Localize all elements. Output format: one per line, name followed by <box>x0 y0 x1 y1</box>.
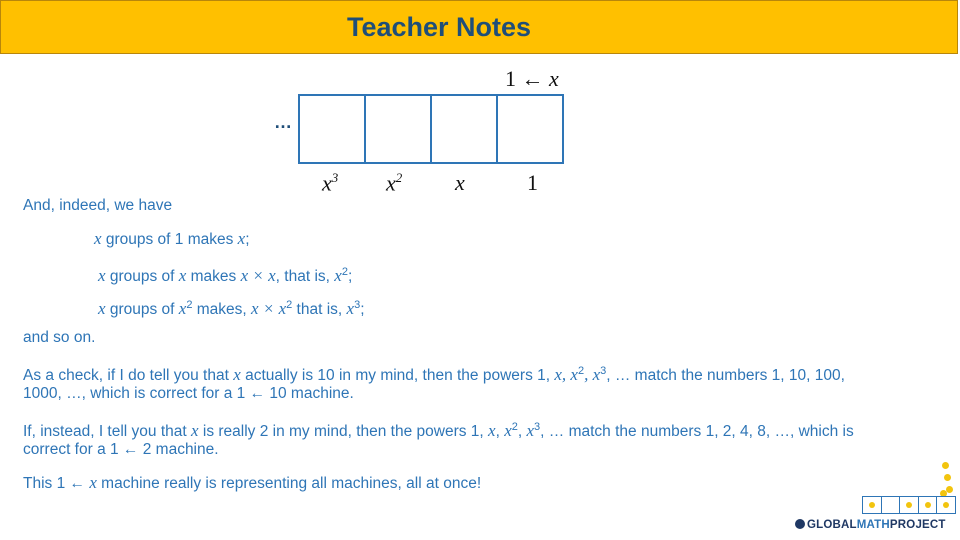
logo-dot <box>944 474 951 481</box>
note-line-3: x groups of $x^2$ makes, $x \times x^2$ that is, $x^3$; <box>98 299 365 319</box>
machine-box-x3 <box>298 94 366 164</box>
note-line-1: x groups of 1 makes x; <box>94 229 250 248</box>
page-title: Teacher Notes <box>347 12 532 42</box>
logo-dot <box>946 486 953 493</box>
note-line-2: x groups of x makes x × x, that is, $x^2$; <box>98 266 353 286</box>
place-value-x3: $x^3$ <box>322 170 339 196</box>
logo-dot <box>942 462 949 469</box>
machine-label <box>505 66 559 92</box>
globe-icon <box>795 519 805 529</box>
place-value-x2: $x^2$ <box>386 170 403 196</box>
global-math-project-logo: GLOBALMATHPROJECT <box>795 519 946 531</box>
header-bar <box>0 0 958 54</box>
instead-paragraph-line-1: If, instead, I tell you that x is really 2 in my mind, then the powers 1, x, $x^2$, $x^3$, … match the numbers 1, 2, 4, 8, …, which is <box>23 421 854 441</box>
final-text: This 1 ← x machine really is representing all machines, all at once! <box>23 473 482 492</box>
machine-label-left: 1 <box>505 66 516 91</box>
logo-machine-icon <box>862 496 956 514</box>
machine-box-x <box>430 94 498 164</box>
machine-arrow: ← <box>521 66 544 91</box>
machine-label-right: x <box>549 66 559 91</box>
check-paragraph-line-2: 1000, …, which is correct for a 1 ← 10 machine. <box>23 385 354 402</box>
instead-paragraph-line-2: correct for a 1 ← 2 machine. <box>23 441 219 458</box>
intro-text: And, indeed, we have <box>23 197 173 214</box>
place-value-1: 1 <box>527 170 538 195</box>
machine-ellipsis: … <box>274 112 292 132</box>
place-value-x: x <box>455 170 465 195</box>
machine-box-1 <box>496 94 564 164</box>
machine-boxes <box>298 94 564 164</box>
and-so-on-text: and so on. <box>23 329 96 346</box>
check-paragraph-line-1: As a check, if I do tell you that x actually is 10 in my mind, then the powers 1, x, $x^2$, $x^3$, … match the numbers 1, 10, 100, <box>23 365 845 385</box>
machine-box-x2 <box>364 94 432 164</box>
